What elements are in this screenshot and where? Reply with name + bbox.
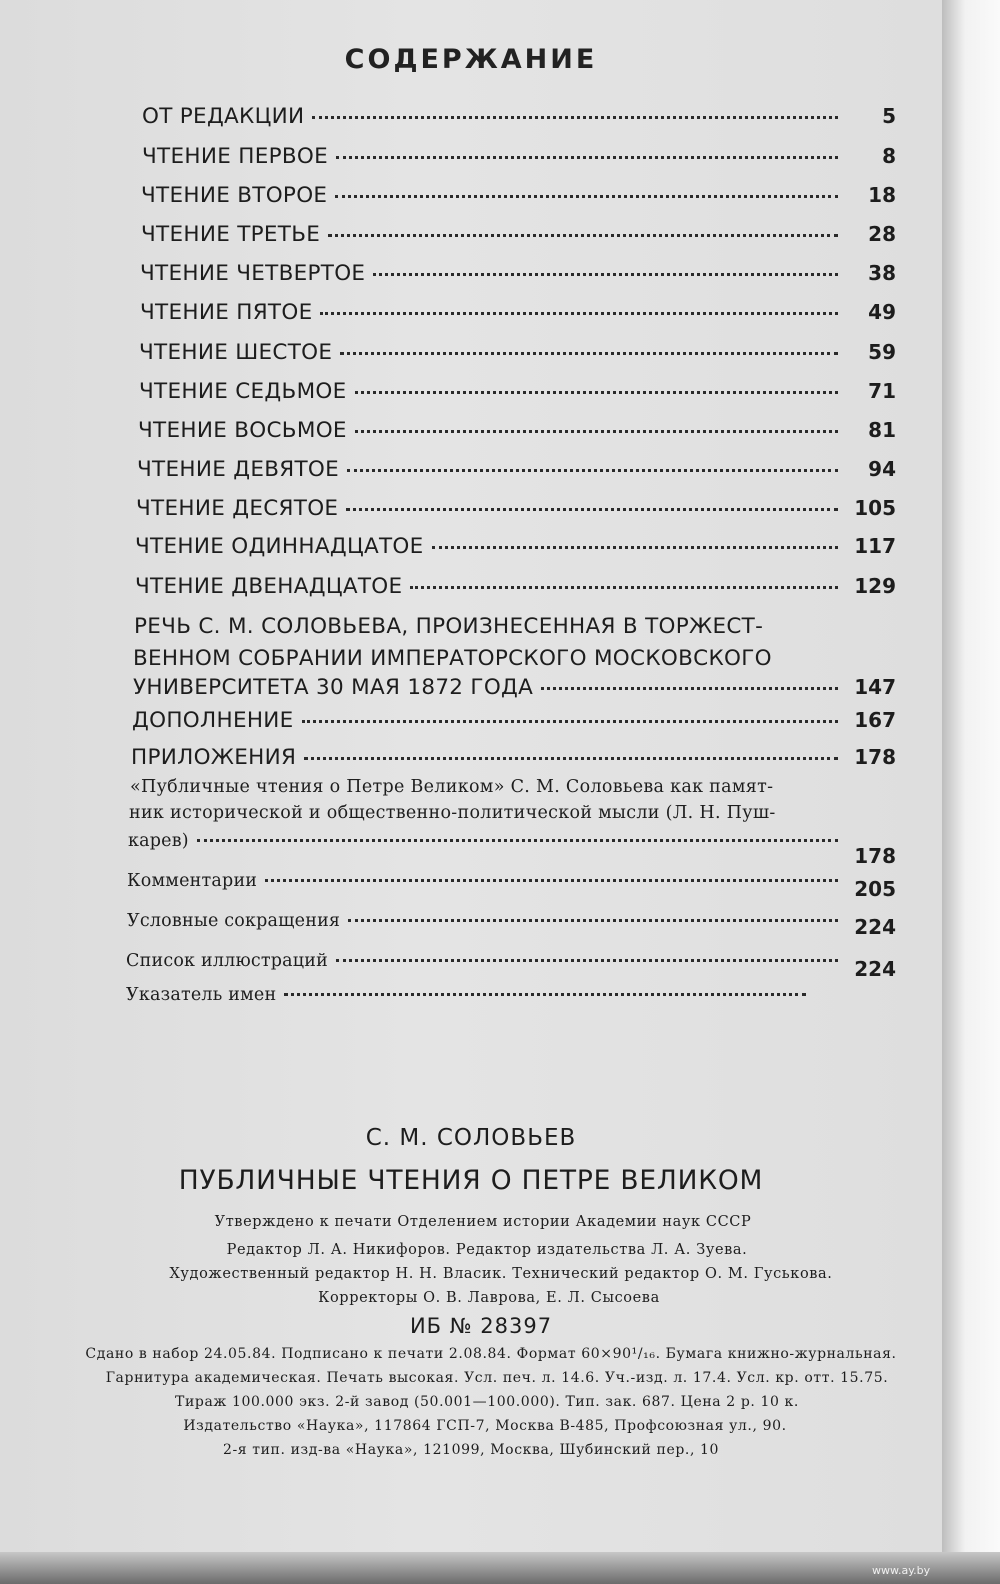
toc-entry-page: 205 xyxy=(854,877,896,901)
book-title: ПУБЛИЧНЫЕ ЧТЕНИЯ О ПЕТРЕ ВЕЛИКОМ xyxy=(178,1165,764,1196)
toc-sub-entry xyxy=(126,947,896,981)
toc-entry-page: 224 xyxy=(854,915,896,939)
print-details-line: Сдано в набор 24.05.84. Подписано к печати 2.08.84. Формат 60×90¹/₁₆. Бумага книжно-журнальная. xyxy=(85,1346,897,1362)
leader-dots xyxy=(312,116,838,119)
leader-dots xyxy=(197,839,838,842)
toc-entry-appendices xyxy=(131,745,896,770)
toc-entry-page: 38 xyxy=(868,261,896,285)
leader-dots xyxy=(328,234,838,237)
leader-dots xyxy=(432,546,838,549)
toc-entry-label: ЧТЕНИЕ ВТОРОЕ xyxy=(141,183,328,208)
approval-line: Утверждено к печати Отделением истории Академии наук СССР xyxy=(214,1214,752,1230)
toc-entry xyxy=(138,418,896,443)
toc-entry-label: ЧТЕНИЕ СЕДЬМОЕ xyxy=(139,379,347,404)
toc-entry-page: 167 xyxy=(854,708,896,732)
speech-entry-line: РЕЧЬ С. М. СОЛОВЬЕВА, ПРОИЗНЕСЕННАЯ В ТОРЖЕСТ- xyxy=(134,614,764,639)
toc-entry-label: Комментарии xyxy=(127,871,258,891)
toc-entry xyxy=(142,144,896,169)
toc-entry-label: ЧТЕНИЕ ТРЕТЬЕ xyxy=(141,222,321,247)
leader-dots xyxy=(373,273,838,276)
toc-entry xyxy=(142,104,896,129)
toc-entry-page: 49 xyxy=(868,300,896,324)
toc-entry-page: 147 xyxy=(854,675,896,699)
toc-entry-page: 18 xyxy=(868,183,896,207)
print-details-line: Тираж 100.000 экз. 2-й завод (50.001—100.000). Тип. зак. 687. Цена 2 р. 10 к. xyxy=(175,1394,799,1410)
toc-entry-label: ПРИЛОЖЕНИЯ xyxy=(131,745,297,770)
toc-sub-entry xyxy=(127,867,896,901)
watermark: www.ay.by xyxy=(872,1564,931,1577)
toc-entry-label: карев) xyxy=(128,831,189,851)
toc-entry xyxy=(141,222,896,247)
toc-entry-page: 117 xyxy=(854,534,896,558)
toc-entry xyxy=(135,534,896,559)
leader-dots xyxy=(355,391,838,394)
editors-line: Редактор Л. А. Никифоров. Редактор издательства Л. А. Зуева. xyxy=(226,1242,748,1258)
art-tech-editors-line: Художественный редактор Н. Н. Власик. Технический редактор О. М. Гуськова. xyxy=(169,1266,833,1282)
leader-dots xyxy=(348,919,838,922)
toc-entry-essay xyxy=(128,827,896,868)
toc-entry-page: 105 xyxy=(854,496,896,520)
leader-dots xyxy=(340,352,838,355)
toc-entry-supplement xyxy=(132,708,896,733)
leader-dots xyxy=(347,469,838,472)
correctors-line: Корректоры О. В. Лаврова, Е. Л. Сысоева xyxy=(318,1290,660,1306)
toc-entry-speech xyxy=(133,675,896,700)
toc-entry-label: Указатель имен xyxy=(126,985,277,1005)
toc-entry-label: Условные сокращения xyxy=(127,911,341,931)
book-author: С. М. СОЛОВЬЕВ xyxy=(365,1125,577,1151)
speech-entry-line: ВЕННОМ СОБРАНИИ ИМПЕРАТОРСКОГО МОСКОВСКОГО xyxy=(133,646,772,671)
toc-entry xyxy=(136,496,896,521)
toc-entry-label: УНИВЕРСИТЕТА 30 МАЯ 1872 ГОДА xyxy=(133,675,534,700)
toc-entry-page: 81 xyxy=(868,418,896,442)
leader-dots xyxy=(355,430,838,433)
toc-entry-page: 8 xyxy=(882,144,896,168)
toc-entry xyxy=(140,300,896,325)
leader-dots xyxy=(541,687,838,690)
toc-entry-label: ЧТЕНИЕ ДВЕНАДЦАТОЕ xyxy=(135,574,403,599)
essay-entry-line: «Публичные чтения о Петре Великом» С. М. Соловьева как памят- xyxy=(130,777,774,797)
toc-entry xyxy=(141,183,896,208)
toc-entry-label: ДОПОЛНЕНИЕ xyxy=(132,708,294,733)
essay-entry-line: ник исторической и общественно-политической мысли (Л. Н. Пуш- xyxy=(129,803,776,823)
toc-entry-page: 178 xyxy=(854,844,896,868)
leader-dots xyxy=(304,757,838,760)
leader-dots xyxy=(346,508,838,511)
publisher-line: Издательство «Наука», 117864 ГСП-7, Москва В-485, Профсоюзная ул., 90. xyxy=(183,1418,787,1434)
toc-entry-label: ЧТЕНИЕ ДЕСЯТОЕ xyxy=(136,496,339,521)
toc-entry xyxy=(140,261,896,286)
toc-entry-page: 28 xyxy=(868,222,896,246)
toc-entry-label: ЧТЕНИЕ ПЯТОЕ xyxy=(140,300,313,325)
page-edge xyxy=(942,0,1000,1584)
toc-entry-label: ЧТЕНИЕ ШЕСТОЕ xyxy=(139,340,333,365)
contents-heading: СОДЕРЖАНИЕ xyxy=(344,44,598,75)
toc-entry xyxy=(139,340,896,365)
leader-dots xyxy=(302,720,838,723)
toc-entry-label: ЧТЕНИЕ ОДИННАДЦАТОЕ xyxy=(135,534,424,559)
leader-dots xyxy=(410,586,838,589)
leader-dots xyxy=(265,879,838,882)
printing-house-line: 2-я тип. изд-ва «Наука», 121099, Москва, Шубинский пер., 10 xyxy=(222,1442,720,1458)
toc-sub-entry xyxy=(127,907,896,939)
toc-entry xyxy=(139,379,896,404)
toc-entry xyxy=(135,574,896,599)
toc-sub-entry xyxy=(126,985,816,1005)
leader-dots xyxy=(336,156,838,159)
toc-entry-label: ОТ РЕДАКЦИИ xyxy=(142,104,305,129)
leader-dots xyxy=(284,993,806,996)
toc-entry-page: 71 xyxy=(868,379,896,403)
toc-entry-label: ЧТЕНИЕ ДЕВЯТОЕ xyxy=(137,457,340,482)
toc-entry-page: 5 xyxy=(882,104,896,128)
toc-entry-label: Список иллюстраций xyxy=(126,951,328,971)
toc-entry-page: 94 xyxy=(868,457,896,481)
toc-entry-label: ЧТЕНИЕ ПЕРВОЕ xyxy=(142,144,328,169)
toc-entry xyxy=(137,457,896,482)
toc-entry-page: 178 xyxy=(854,745,896,769)
print-details-line: Гарнитура академическая. Печать высокая. Усл. печ. л. 14.6. Уч.-изд. л. 17.4. Усл. кр. отт. 15.75. xyxy=(105,1370,889,1386)
toc-entry-label: ЧТЕНИЕ ЧЕТВЕРТОЕ xyxy=(140,261,366,286)
toc-entry-page: 224 xyxy=(854,957,896,981)
ib-number: ИБ № 28397 xyxy=(409,1314,553,1338)
leader-dots xyxy=(336,959,838,962)
leader-dots xyxy=(335,195,838,198)
toc-entry-page: 129 xyxy=(854,574,896,598)
toc-entry-page: 59 xyxy=(868,340,896,364)
leader-dots xyxy=(320,312,838,315)
toc-entry-label: ЧТЕНИЕ ВОСЬМОЕ xyxy=(138,418,347,443)
page-bottom-shadow xyxy=(0,1552,1000,1584)
